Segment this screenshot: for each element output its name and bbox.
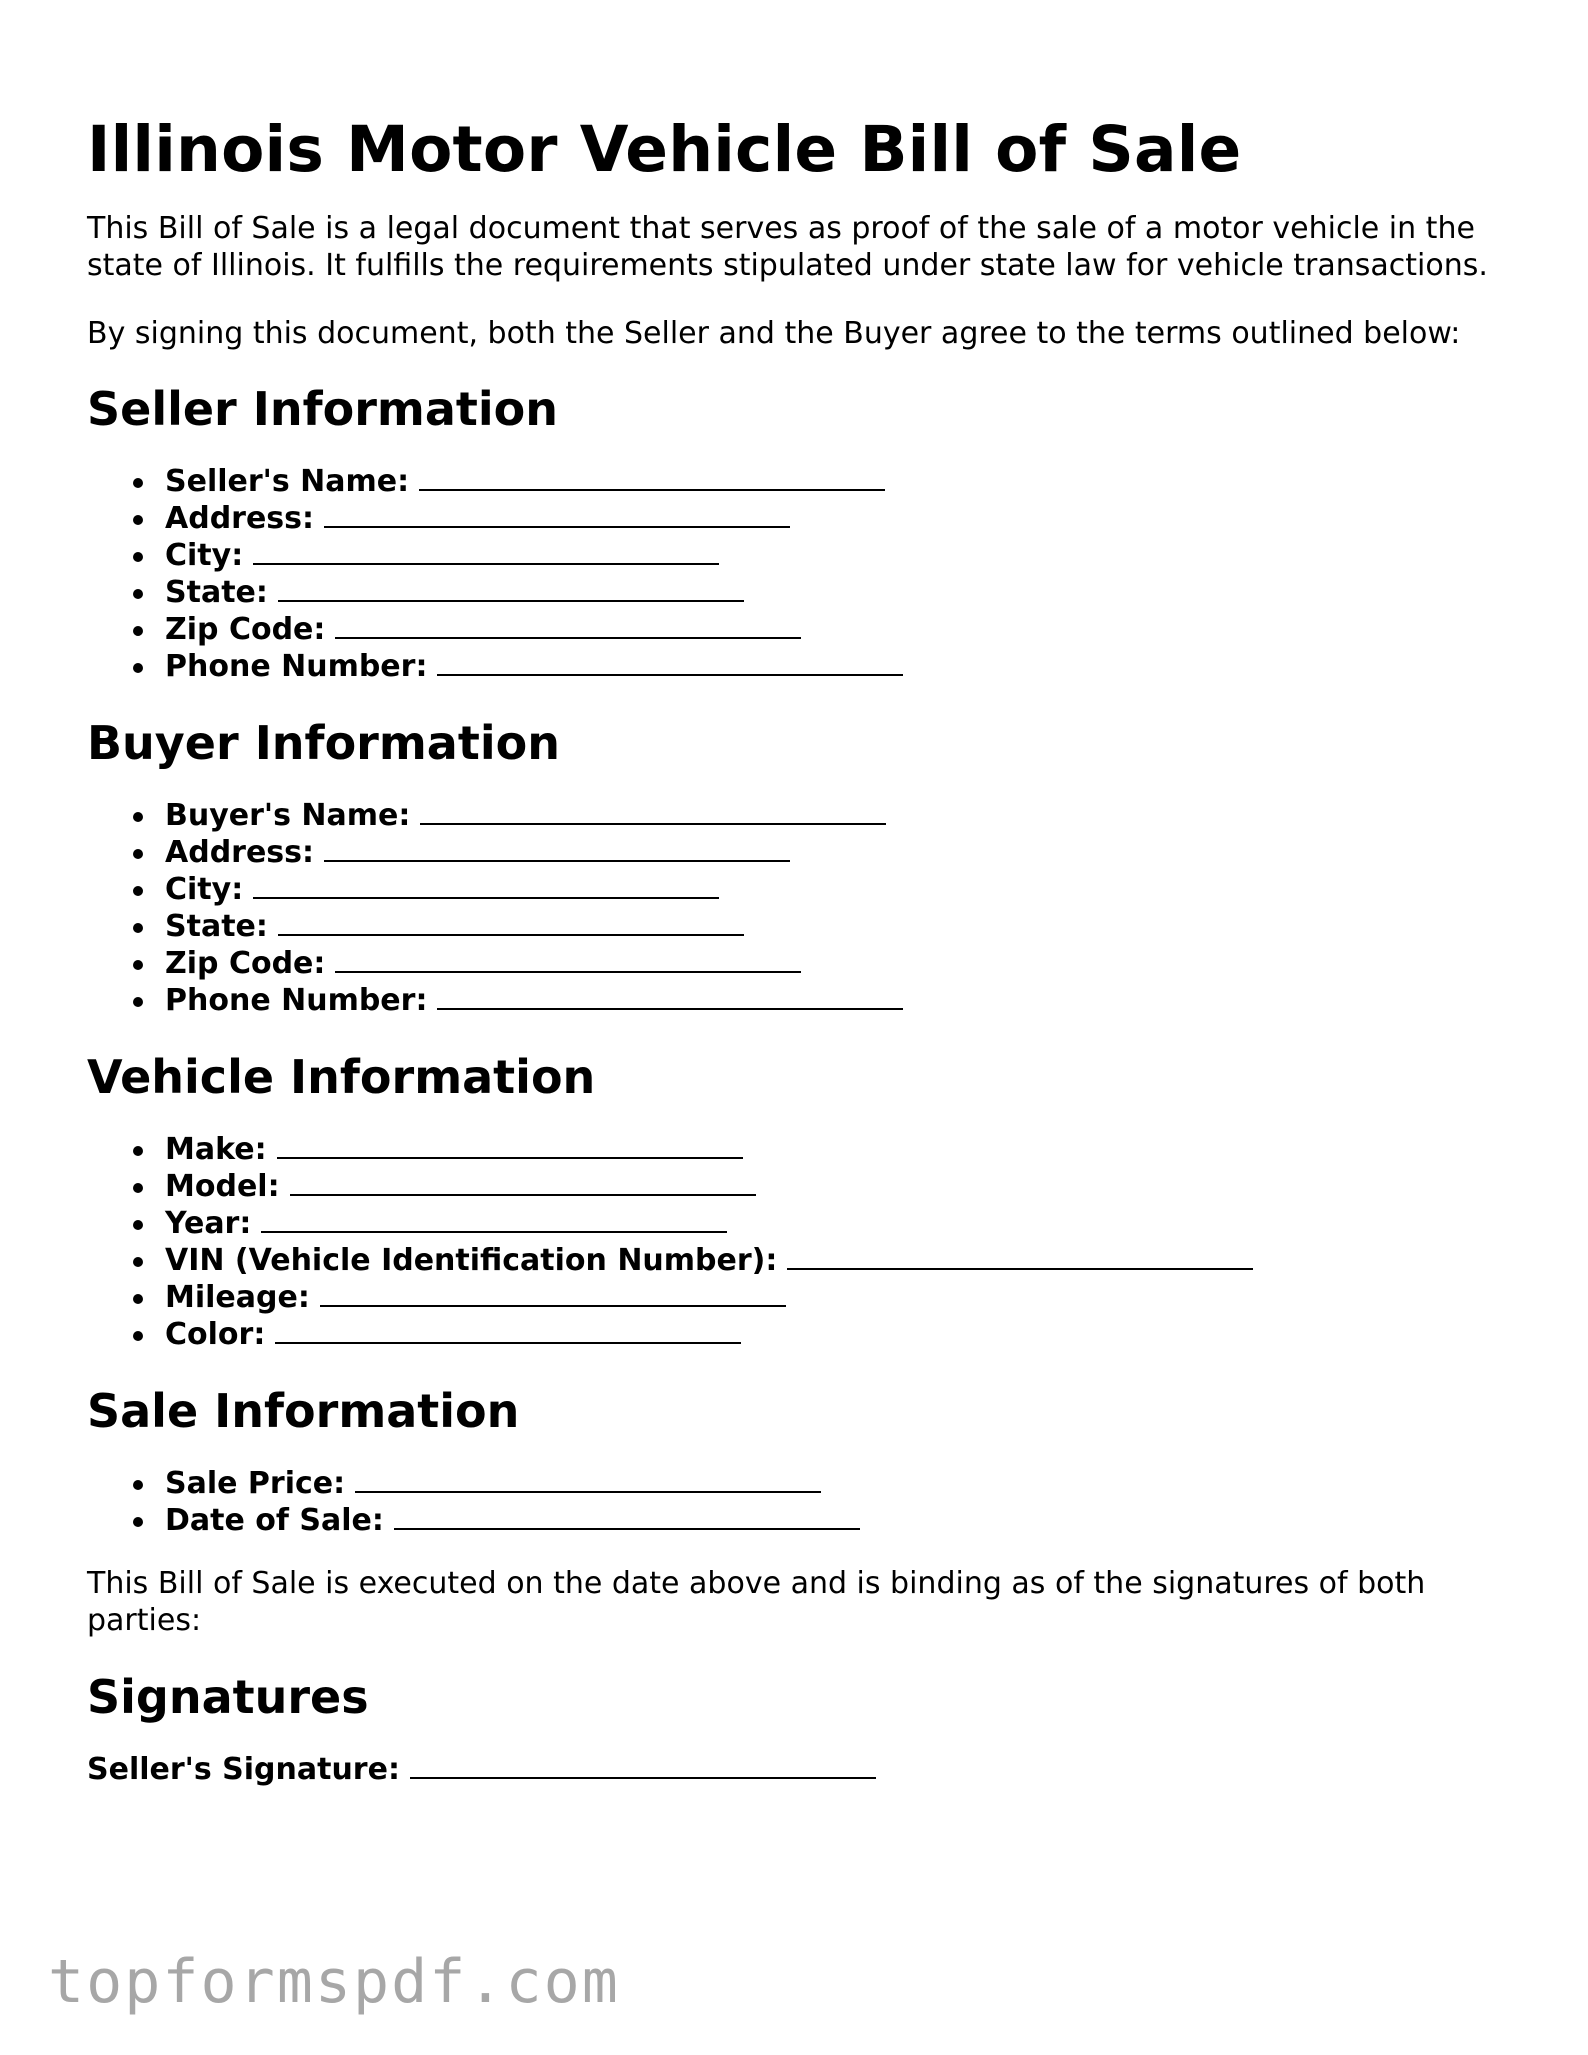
list-item bbox=[165, 834, 1527, 871]
field-label: City: bbox=[165, 872, 244, 907]
seller-city-blank[interactable] bbox=[253, 537, 719, 565]
buyer-field-list bbox=[87, 797, 1527, 1019]
vehicle-section-heading: Vehicle Information bbox=[87, 1050, 596, 1104]
field-label: Address: bbox=[165, 835, 315, 870]
vehicle-color-blank[interactable] bbox=[275, 1316, 741, 1344]
intro-paragraph: This Bill of Sale is a legal document that serves as proof of the sale of a motor vehicle in the state of Illinois. It fulfills the requirements stipulated under state law for vehicle transactions. bbox=[87, 211, 1488, 283]
list-item bbox=[165, 611, 1527, 648]
seller-zip-blank[interactable] bbox=[335, 611, 801, 639]
field-label: VIN (Vehicle Identification Number): bbox=[165, 1243, 778, 1278]
list-item bbox=[165, 463, 1527, 500]
field-label: State: bbox=[165, 909, 268, 944]
signatures-section-heading: Signatures bbox=[87, 1670, 369, 1724]
field-label: Seller's Signature: bbox=[87, 1752, 400, 1787]
seller-state-blank[interactable] bbox=[278, 574, 744, 602]
buyer-section-heading: Buyer Information bbox=[87, 716, 560, 770]
agreement-paragraph: By signing this document, both the Seller and the Buyer agree to the terms outlined below: bbox=[87, 316, 1461, 351]
list-item bbox=[165, 1502, 1527, 1539]
list-item bbox=[165, 871, 1527, 908]
document-page bbox=[87, 108, 1527, 1788]
buyer-state-blank[interactable] bbox=[278, 908, 744, 936]
field-label: Date of Sale: bbox=[165, 1503, 384, 1538]
list-item bbox=[165, 537, 1527, 574]
field-label: Zip Code: bbox=[165, 612, 326, 647]
list-item bbox=[165, 1168, 1527, 1205]
list-item bbox=[165, 1131, 1527, 1168]
field-label: Make: bbox=[165, 1132, 267, 1167]
closing-paragraph: This Bill of Sale is executed on the date above and is binding as of the signatures of both parties: bbox=[87, 1566, 1426, 1638]
watermark: topformspdf.com bbox=[48, 1947, 620, 2017]
vehicle-year-blank[interactable] bbox=[261, 1205, 727, 1233]
field-label: City: bbox=[165, 538, 244, 573]
field-label: Address: bbox=[165, 501, 315, 536]
list-item bbox=[165, 1205, 1527, 1242]
sale-price-blank[interactable] bbox=[355, 1465, 821, 1493]
field-label: Zip Code: bbox=[165, 946, 326, 981]
sale-field-list bbox=[87, 1465, 1527, 1539]
field-label: Color: bbox=[165, 1317, 266, 1352]
sale-section-heading: Sale Information bbox=[87, 1384, 520, 1438]
list-item bbox=[165, 648, 1527, 685]
field-label: Sale Price: bbox=[165, 1466, 346, 1501]
list-item bbox=[165, 1465, 1527, 1502]
field-label: Seller's Name: bbox=[165, 464, 410, 499]
seller-name-blank[interactable] bbox=[419, 463, 885, 491]
buyer-phone-blank[interactable] bbox=[437, 982, 903, 1010]
buyer-name-blank[interactable] bbox=[420, 797, 886, 825]
field-label: Year: bbox=[165, 1206, 252, 1241]
list-item bbox=[165, 797, 1527, 834]
field-label: Mileage: bbox=[165, 1280, 310, 1315]
seller-phone-blank[interactable] bbox=[437, 648, 903, 676]
list-item bbox=[165, 1316, 1527, 1353]
list-item bbox=[165, 574, 1527, 611]
vehicle-vin-blank[interactable] bbox=[787, 1242, 1253, 1270]
buyer-zip-blank[interactable] bbox=[335, 945, 801, 973]
list-item bbox=[165, 908, 1527, 945]
seller-signature-line bbox=[87, 1751, 1527, 1788]
seller-field-list bbox=[87, 463, 1527, 685]
list-item bbox=[165, 1279, 1527, 1316]
list-item bbox=[165, 1242, 1527, 1279]
buyer-city-blank[interactable] bbox=[253, 871, 719, 899]
list-item bbox=[165, 982, 1527, 1019]
field-label: State: bbox=[165, 575, 268, 610]
vehicle-field-list bbox=[87, 1131, 1527, 1353]
document-title: Illinois Motor Vehicle Bill of Sale bbox=[87, 113, 1242, 186]
field-label: Phone Number: bbox=[165, 983, 428, 1018]
seller-section-heading: Seller Information bbox=[87, 382, 559, 436]
seller-address-blank[interactable] bbox=[324, 500, 790, 528]
sale-date-blank[interactable] bbox=[394, 1502, 860, 1530]
list-item bbox=[165, 945, 1527, 982]
field-label: Phone Number: bbox=[165, 649, 428, 684]
seller-signature-blank[interactable] bbox=[410, 1751, 876, 1779]
vehicle-mileage-blank[interactable] bbox=[320, 1279, 786, 1307]
field-label: Buyer's Name: bbox=[165, 798, 411, 833]
list-item bbox=[165, 500, 1527, 537]
vehicle-make-blank[interactable] bbox=[277, 1131, 743, 1159]
field-label: Model: bbox=[165, 1169, 280, 1204]
vehicle-model-blank[interactable] bbox=[290, 1168, 756, 1196]
buyer-address-blank[interactable] bbox=[324, 834, 790, 862]
